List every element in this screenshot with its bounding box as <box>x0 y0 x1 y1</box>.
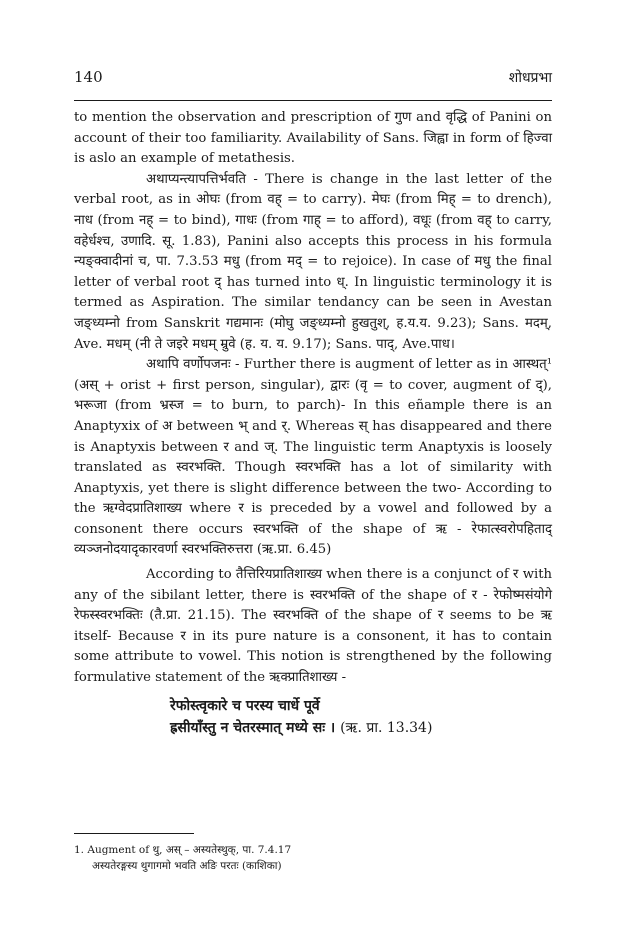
footnotes <box>74 842 552 874</box>
verse-line-2 <box>170 717 552 739</box>
footnote-1-continuation: अस्यतेरङ्गस्य थुगागमो भवति अङि परतः (काशिका) <box>92 860 282 872</box>
footnote-divider <box>74 833 194 834</box>
verse-line-1: रेफोस्त्वृकारे च परस्य चार्धे पूर्वे <box>170 697 320 714</box>
paragraph-3: अथापि वर्णोपजनः - Further there is augment of letter as in आस्थत्¹ (अस् + orist + first person, singular), द्वारः (वृ = to cover, augment of द्), भरूजा (from भ्रस्ज = to burn, to parch)- In this eñample there is an Anaptyxix of अ between भ् and र्. Whereas स् has disappeared and there is Anaptyxis between र and ज्. The linguistic term Anaptyxis is loosely translated as स्वरभक्ति. Though स्वरभक्ति has a lot of similarity with Anaptyxis, yet there is slight difference between the two- According to the ऋग्वेदप्रातिशाख्य where र is preceded by a vowel and followed by a consonent there occurs स्वरभक्ति of the shape of ऋ - रेफात्स्वरोपहिताद् व्यञ्जनोदयादृकारवर्णा स्वरभक्तिरुत्तरा (ऋ.प्रा. 6.45) <box>74 357 552 558</box>
paragraph-1: to mention the observation and prescription of गुण and वृद्धि of Panini on account of their too familiarity. Availability of Sans. जिह्वा in form of हिज्वा is aslo an example of metathesis. <box>74 110 552 167</box>
verse-quote <box>170 695 552 739</box>
page-header <box>74 66 552 101</box>
paragraph-2: अथाप्यन्त्यापत्तिर्भवति - There is change in the last letter of the verbal root, as in ओघः (from वह् = to carry). मेघः (from मिह् = to drench), नाध (from नह् = to bind), गाधः (from गाह् = to afford), वधूः (from वह् to carry, वहेर्धश्च, उणादि. सू. 1.83), Panini also accepts this process in his formula न्यङ्क्वादीनां च, पा. 7.3.53 मधु (from मद् = to rejoice). In case of मधु the final letter of verbal root द् has turned into ध्. In linguistic terminology it is termed as Aspiration. The similar tendancy can be seen in Avestan जङ्ध्यम्नो from Sanskrit गद्यमानः (मोघु जङ्ध्यम्नो हुखतुश्, ह.य.य. 9.23); Sans. मदम्, Ave. मधम् (नी ते जइरे मधम् म्रुवे (ह. य. य. 9.17); Sans. पाद्, Ave.पाध। <box>74 171 552 352</box>
running-head: शोधप्रभा <box>508 70 552 86</box>
verse-reference: (ऋ. प्रा. 13.34) <box>340 719 433 736</box>
body-text <box>74 108 552 739</box>
paragraph-4: According to तैत्तिरियप्रातिशाख्य when there is a conjunct of र with any of the sibilant letter, there is स्वरभक्ति of the shape of र - रेफोष्मसंयोगे रेफस्स्वरभक्तिः (तै.प्रा. 21.15). The स्वरभक्ति of the shape of र seems to be ऋ itself- Because र in its pure nature is a consonent, it has to contain some attribute to vowel. This notion is strengthened by the following formulative statement of the ऋक्प्रातिशाख्य - <box>74 567 552 686</box>
footnote-1: 1. Augment of थु, अस् – अस्यतेस्थुक्, पा. 7.4.17 <box>74 844 292 856</box>
page-number: 140 <box>74 68 103 86</box>
verse-line-2-text: ह्रसीयाँस्तु न चेतरस्मात् मध्ये सः । <box>170 719 336 736</box>
